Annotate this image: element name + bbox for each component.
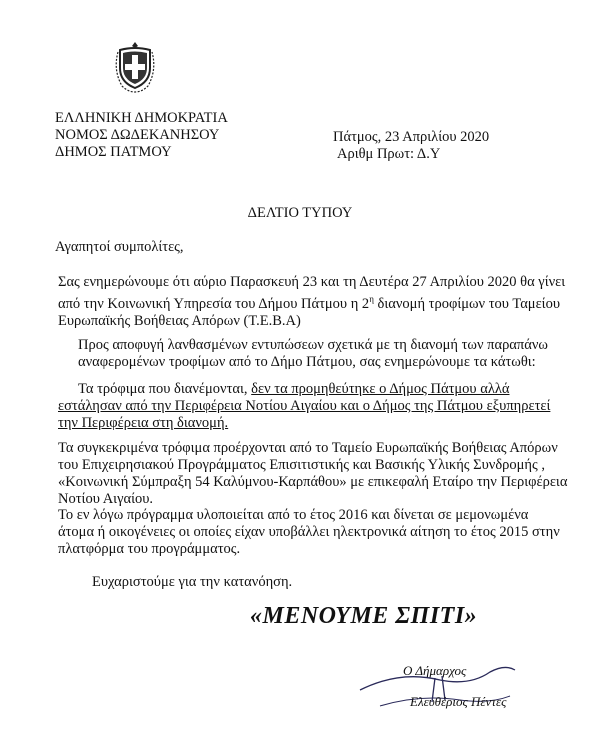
issuer-line-country: ΕΛΛΗΝΙΚΗ ΔΗΜΟΚΡΑΤΙΑ bbox=[55, 110, 228, 126]
salutation: Αγαπητοί συμπολίτες, bbox=[55, 239, 184, 255]
signatory-name: Ελευθέριος Πέντες bbox=[410, 694, 507, 709]
document-date: Πάτμος, 23 Απριλίου 2020 bbox=[333, 129, 490, 145]
signatory-role: Ο Δήμαρχος bbox=[403, 663, 467, 678]
document-title: ΔΕΛΤΙΟ ΤΥΠΟΥ bbox=[247, 205, 353, 221]
paragraph-distribution-text-b: διανομή τροφίμων του Ταμείου Ευρωπαϊκής Βοήθειας Απόρων (Τ.Ε.Β.Α) bbox=[58, 295, 560, 329]
stay-home-slogan: «ΜΕΝΟΥΜΕ ΣΠΙΤΙ» bbox=[250, 603, 478, 629]
issuer-line-municipality: ΔΗΜΟΣ ΠΑΤΜΟΥ bbox=[55, 144, 172, 160]
paragraph-distribution-text-a: Σας ενημερώνουμε ότι αύριο Παρασκευή 23 και τη Δευτέρα 27 Απριλίου 2020 θα γίνει από την Κοινωνική Υπηρεσία του Δήμου Πάτμου η 2 bbox=[58, 274, 566, 312]
issuer-block bbox=[55, 110, 228, 161]
protocol-number: Αριθμ Πρωτ: Δ.Υ bbox=[337, 146, 441, 162]
paragraph-program-origin: Τα συγκεκριμένα τρόφιμα προέρχονται από το Ταμείο Ευρωπαϊκής Βοήθειας Απόρων του Επιχειρησιακού Προγράμματος Επισιτιστικής και Βασικής Υλικής Συνδρομής , «Κοινωνική Σύμπραξη 54 Καλύμνου-Καρπάθου» με επικεφαλή Εταίρο την Περιφέρεια Νοτίου Αιγαίου. bbox=[58, 440, 568, 507]
paragraph-distribution bbox=[58, 274, 568, 330]
paragraph-source-notice bbox=[58, 381, 568, 432]
paragraph-program-history: Το εν λόγω πρόγραμμα υλοποιείται από το έτος 2016 και δίνεται σε μεμονωμένα άτομα ή οικογένειες οι οποίες είχαν υποβάλλει ηλεκτρονικά αίτηση το έτος 2015 στην πλατφόρμα του προγράμματος. bbox=[58, 507, 560, 557]
thanks-line: Ευχαριστούμε για την κατανόηση. bbox=[92, 574, 293, 590]
source-notice-underlined: δεν τα προμηθεύτηκε ο Δήμος Πάτμου αλλά εστάλησαν από την Περιφέρεια Νοτίου Αιγαίου και ο Δήμος της Πάτμου εξυπηρετεί την Περιφέρεια στη διανομή. bbox=[58, 381, 551, 431]
paragraph-clarification: Προς αποφυγή λανθασμένων εντυπώσεων σχετικά με τη διανομή των παραπάνω αναφερομένων τροφίμων από το Δήμο Πάτμου, σας ενημερώνουμε τα κάτωθι: bbox=[78, 337, 548, 370]
handwritten-signature-icon bbox=[340, 650, 530, 730]
date-block bbox=[333, 129, 489, 163]
greek-coat-of-arms-icon bbox=[112, 40, 158, 94]
issuer-line-prefecture: ΝΟΜΟΣ ΔΩΔΕΚΑΝΗΣΟΥ bbox=[55, 127, 220, 143]
source-notice-lead: Τα τρόφιμα που διανέμονται, bbox=[78, 381, 252, 397]
ordinal-superscript: η bbox=[369, 294, 374, 304]
